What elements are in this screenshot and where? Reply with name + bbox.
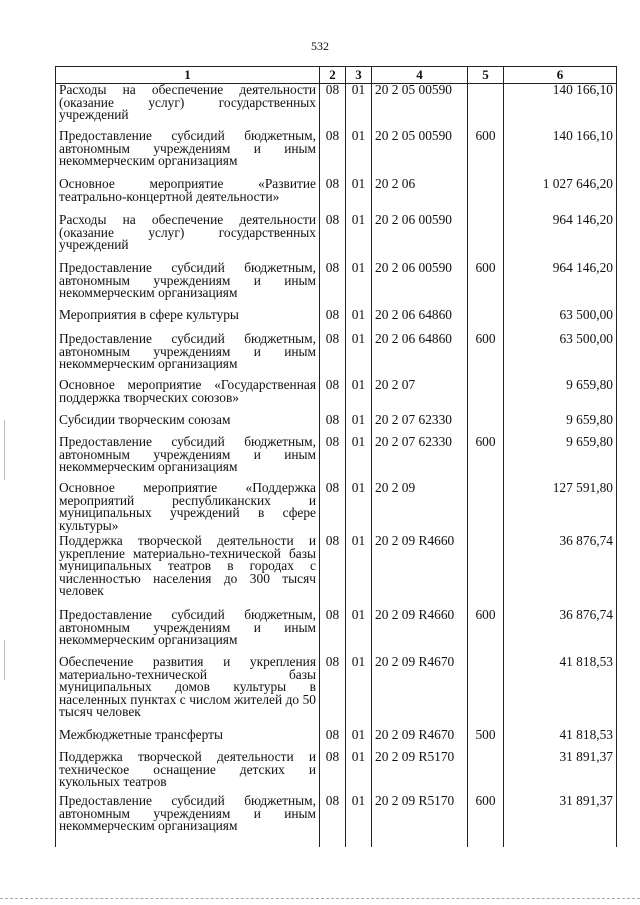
column-header: 1: [56, 67, 320, 84]
table-row: [56, 751, 617, 795]
row-name: Предоставление субсидий бюджетным, автономным учреждениям и иным некоммерческим организациям: [56, 333, 320, 379]
page-number: 532: [311, 39, 329, 53]
row-expense-type: [468, 214, 504, 262]
row-name: Поддержка творческой деятельности и техническое оснащение детских и кукольных театров: [56, 751, 320, 795]
row-subsection: 01: [346, 309, 372, 333]
row-amount: 41 818,53: [504, 656, 617, 729]
row-section: 08: [320, 535, 346, 609]
table-row: [56, 436, 617, 482]
row-target-article: 20 2 06 64860: [372, 309, 468, 333]
row-section: 08: [320, 333, 346, 379]
table-row: [56, 130, 617, 178]
row-expense-type: [468, 309, 504, 333]
row-section: 08: [320, 436, 346, 482]
row-expense-type: 600: [468, 333, 504, 379]
row-name: Расходы на обеспечение деятельности (оказание услуг) государственных учреждений: [56, 84, 320, 131]
table-body: [56, 84, 617, 848]
table-row: [56, 84, 617, 131]
table-row: [56, 178, 617, 214]
table-row: [56, 795, 617, 847]
row-target-article: 20 2 06: [372, 178, 468, 214]
row-amount: 1 027 646,20: [504, 178, 617, 214]
row-amount: 140 166,10: [504, 84, 617, 131]
row-target-article: 20 2 09 R4670: [372, 656, 468, 729]
row-name: Поддержка творческой деятельности и укрепление материально-технической базы муниципальных театров в городах с численностью населения до 300 тысяч человек: [56, 535, 320, 609]
row-subsection: 01: [346, 379, 372, 414]
table-row: [56, 729, 617, 751]
table-row: [56, 535, 617, 609]
row-name: Обеспечение развития и укрепления материально-технической базы муниципальных домов культуры в населенных пунктах с числом жителей до 50 тысяч человек: [56, 656, 320, 729]
row-expense-type: [468, 535, 504, 609]
row-target-article: 20 2 06 64860: [372, 333, 468, 379]
row-expense-type: [468, 414, 504, 436]
row-subsection: 01: [346, 262, 372, 309]
row-section: 08: [320, 656, 346, 729]
scan-seam-mark: [4, 420, 5, 480]
row-amount: 36 876,74: [504, 535, 617, 609]
row-subsection: 01: [346, 656, 372, 729]
table-row: [56, 609, 617, 656]
budget-table: [55, 66, 617, 847]
table-row: [56, 309, 617, 333]
row-section: 08: [320, 482, 346, 535]
row-name: Мероприятия в сфере культуры: [56, 309, 320, 333]
row-amount: 63 500,00: [504, 309, 617, 333]
row-name: Предоставление субсидий бюджетным, автономным учреждениям и иным некоммерческим организациям: [56, 130, 320, 178]
row-amount: 31 891,37: [504, 751, 617, 795]
column-header: 6: [504, 67, 617, 84]
row-subsection: 01: [346, 178, 372, 214]
row-name: Предоставление субсидий бюджетным, автономным учреждениям и иным некоммерческим организациям: [56, 609, 320, 656]
row-target-article: 20 2 09 R4670: [372, 729, 468, 751]
row-section: 08: [320, 130, 346, 178]
column-header: 2: [320, 67, 346, 84]
table-header-row: [56, 67, 617, 84]
row-target-article: 20 2 06 00590: [372, 262, 468, 309]
row-amount: 63 500,00: [504, 333, 617, 379]
row-subsection: 01: [346, 482, 372, 535]
row-expense-type: 600: [468, 609, 504, 656]
row-subsection: 01: [346, 414, 372, 436]
row-amount: 41 818,53: [504, 729, 617, 751]
row-subsection: 01: [346, 333, 372, 379]
row-subsection: 01: [346, 130, 372, 178]
row-section: 08: [320, 309, 346, 333]
row-amount: 127 591,80: [504, 482, 617, 535]
row-target-article: 20 2 05 00590: [372, 130, 468, 178]
row-subsection: 01: [346, 751, 372, 795]
row-target-article: 20 2 09 R4660: [372, 535, 468, 609]
row-name: Предоставление субсидий бюджетным, автономным учреждениям и иным некоммерческим организациям: [56, 795, 320, 847]
row-name: Основное мероприятие «Государственная поддержка творческих союзов»: [56, 379, 320, 414]
table-row: [56, 379, 617, 414]
row-section: 08: [320, 379, 346, 414]
row-expense-type: [468, 379, 504, 414]
row-name: Основное мероприятие «Поддержка мероприятий республиканских и муниципальных учреждений в сфере культуры»: [56, 482, 320, 535]
row-section: 08: [320, 609, 346, 656]
row-target-article: 20 2 09 R4660: [372, 609, 468, 656]
row-expense-type: [468, 656, 504, 729]
row-subsection: 01: [346, 729, 372, 751]
row-expense-type: [468, 84, 504, 131]
scan-edge: [0, 898, 640, 901]
row-section: 08: [320, 214, 346, 262]
column-header: 4: [372, 67, 468, 84]
row-amount: 140 166,10: [504, 130, 617, 178]
row-target-article: 20 2 09 R5170: [372, 751, 468, 795]
row-expense-type: [468, 178, 504, 214]
row-subsection: 01: [346, 609, 372, 656]
row-expense-type: 600: [468, 262, 504, 309]
table-row: [56, 262, 617, 309]
table-row: [56, 333, 617, 379]
table-row: [56, 214, 617, 262]
row-amount: 964 146,20: [504, 214, 617, 262]
row-amount: 31 891,37: [504, 795, 617, 847]
row-target-article: 20 2 09 R5170: [372, 795, 468, 847]
row-expense-type: 600: [468, 436, 504, 482]
row-expense-type: 500: [468, 729, 504, 751]
row-target-article: 20 2 05 00590: [372, 84, 468, 131]
column-header: 3: [346, 67, 372, 84]
row-target-article: 20 2 06 00590: [372, 214, 468, 262]
row-section: 08: [320, 729, 346, 751]
row-expense-type: [468, 482, 504, 535]
row-subsection: 01: [346, 795, 372, 847]
table-row: [56, 656, 617, 729]
row-amount: 36 876,74: [504, 609, 617, 656]
row-name: Предоставление субсидий бюджетным, автономным учреждениям и иным некоммерческим организациям: [56, 262, 320, 309]
scan-seam-mark: [4, 640, 5, 680]
row-subsection: 01: [346, 436, 372, 482]
row-section: 08: [320, 178, 346, 214]
row-target-article: 20 2 07 62330: [372, 414, 468, 436]
row-amount: 964 146,20: [504, 262, 617, 309]
row-amount: 9 659,80: [504, 414, 617, 436]
row-name: Предоставление субсидий бюджетным, автономным учреждениям и иным некоммерческим организациям: [56, 436, 320, 482]
row-amount: 9 659,80: [504, 379, 617, 414]
row-target-article: 20 2 07 62330: [372, 436, 468, 482]
row-subsection: 01: [346, 535, 372, 609]
table-row: [56, 414, 617, 436]
column-header: 5: [468, 67, 504, 84]
row-subsection: 01: [346, 214, 372, 262]
row-target-article: 20 2 09: [372, 482, 468, 535]
row-expense-type: 600: [468, 795, 504, 847]
row-section: 08: [320, 84, 346, 131]
row-section: 08: [320, 414, 346, 436]
row-target-article: 20 2 07: [372, 379, 468, 414]
row-section: 08: [320, 795, 346, 847]
row-amount: 9 659,80: [504, 436, 617, 482]
row-name: Межбюджетные трансферты: [56, 729, 320, 751]
row-section: 08: [320, 262, 346, 309]
table-row: [56, 482, 617, 535]
row-subsection: 01: [346, 84, 372, 131]
row-name: Основное мероприятие «Развитие театрально-концертной деятельности»: [56, 178, 320, 214]
row-expense-type: [468, 751, 504, 795]
row-name: Субсидии творческим союзам: [56, 414, 320, 436]
row-section: 08: [320, 751, 346, 795]
row-expense-type: 600: [468, 130, 504, 178]
row-name: Расходы на обеспечение деятельности (оказание услуг) государственных учреждений: [56, 214, 320, 262]
